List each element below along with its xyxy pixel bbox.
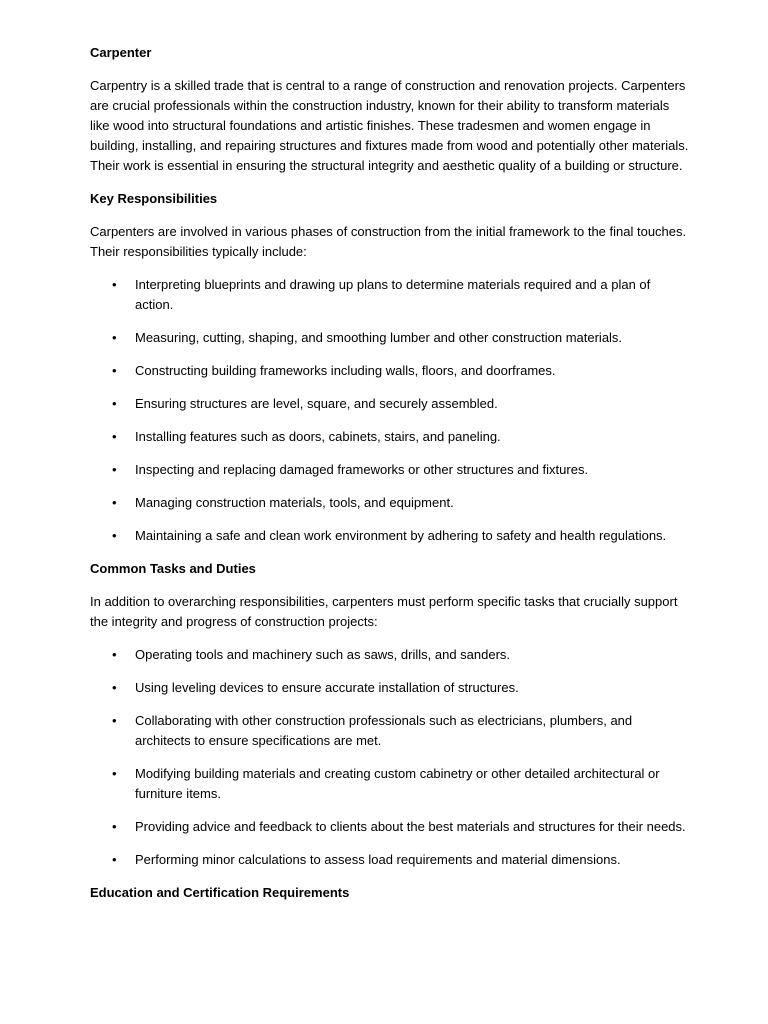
list-item [90,394,690,414]
section-education [90,883,690,903]
list-item-text: Constructing building frameworks including walls, floors, and doorframes. [135,363,556,378]
list-item [90,711,690,751]
list-item [90,275,690,315]
intro-paragraph: Carpentry is a skilled trade that is central to a range of construction and renovation projects. Carpenters are crucial professionals within the construction industry, known for their ability to transform materials like wood into structural foundations and artistic finishes. These tradesmen and women engage in building, installing, and repairing structures and fixtures made from wood and potentially other materials. Their work is essential in ensuring the structural integrity and aesthetic quality of a building or structure. [90,78,689,173]
list-item-text: Measuring, cutting, shaping, and smoothing lumber and other construction materials. [135,330,623,345]
bullet-list [90,275,690,546]
list-item [90,678,690,698]
list-item [90,328,690,348]
list-item [90,526,690,546]
list-item [90,361,690,381]
list-item [90,850,690,870]
bullet-list [90,645,690,870]
bullet-icon: • [112,495,117,510]
section-heading: Common Tasks and Duties [90,561,256,576]
list-item [90,645,690,665]
list-item [90,427,690,447]
bullet-icon: • [112,680,117,695]
list-item-text: Maintaining a safe and clean work environment by adhering to safety and health regulations. [135,528,667,543]
section-key-responsibilities [90,189,690,546]
bullet-icon: • [112,713,117,728]
bullet-icon: • [112,819,117,834]
list-item-text: Ensuring structures are level, square, and securely assembled. [135,396,498,411]
bullet-icon: • [112,277,117,292]
bullet-icon: • [112,363,117,378]
list-item-text: Operating tools and machinery such as saws, drills, and sanders. [135,647,511,662]
list-item-text: Providing advice and feedback to clients about the best materials and structures for their needs. [135,819,686,834]
section-paragraph: In addition to overarching responsibilities, carpenters must perform specific tasks that crucially support the integrity and progress of construction projects: [90,594,678,629]
bullet-icon: • [112,766,117,781]
bullet-icon: • [112,528,117,543]
bullet-icon: • [112,396,117,411]
document-title: Carpenter [90,45,152,60]
list-item [90,817,690,837]
list-item-text: Managing construction materials, tools, and equipment. [135,495,454,510]
list-item-text: Modifying building materials and creating custom cabinetry or other detailed architectural or furniture items. [135,766,660,801]
list-item-text: Installing features such as doors, cabinets, stairs, and paneling. [135,429,501,444]
bullet-icon: • [112,429,117,444]
section-common-tasks [90,559,690,870]
list-item [90,764,690,804]
bullet-icon: • [112,852,117,867]
list-item [90,493,690,513]
list-item [90,460,690,480]
bullet-icon: • [112,330,117,345]
list-item-text: Interpreting blueprints and drawing up plans to determine materials required and a plan of action. [135,277,651,312]
list-item-text: Collaborating with other construction professionals such as electricians, plumbers, and architects to ensure specifications are met. [135,713,633,748]
section-heading: Key Responsibilities [90,191,218,206]
section-paragraph: Carpenters are involved in various phases of construction from the initial framework to the final touches. Their responsibilities typically include: [90,224,687,259]
document-page [90,43,690,916]
list-item-text: Inspecting and replacing damaged frameworks or other structures and fixtures. [135,462,589,477]
list-item-text: Using leveling devices to ensure accurate installation of structures. [135,680,519,695]
section-heading: Education and Certification Requirements [90,885,350,900]
bullet-icon: • [112,647,117,662]
list-item-text: Performing minor calculations to assess load requirements and material dimensions. [135,852,621,867]
bullet-icon: • [112,462,117,477]
